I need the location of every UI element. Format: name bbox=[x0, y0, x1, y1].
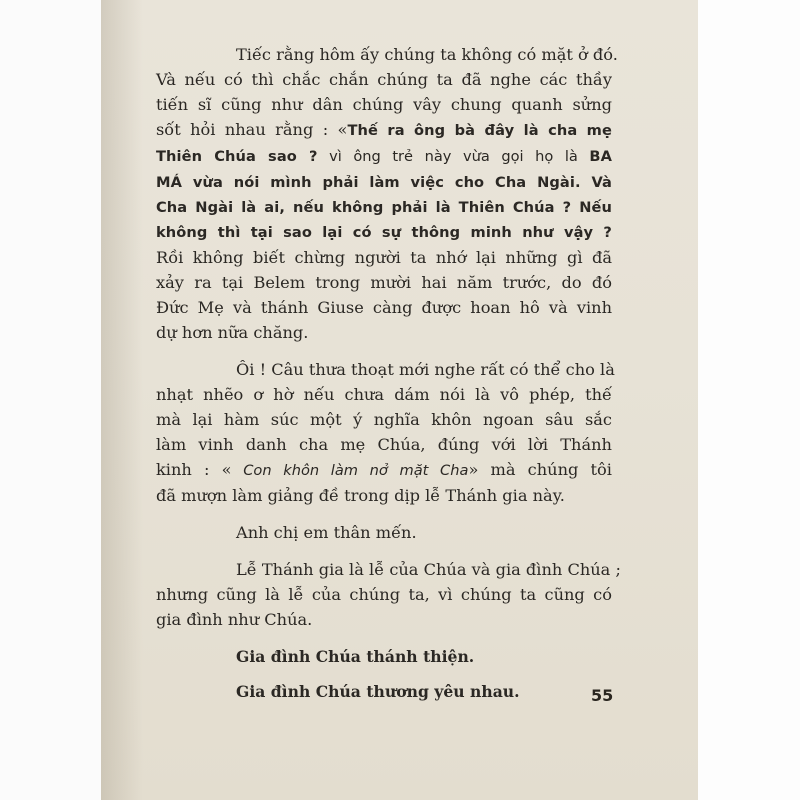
spacer bbox=[156, 632, 612, 644]
p1-line-12: dự hơn nữa chăng. bbox=[156, 323, 309, 342]
p2-line-4: làm vinh danh cha mẹ Chúa, đúng với lời Thánh bbox=[156, 435, 612, 454]
p1-line-6a: MÁ bbox=[156, 174, 183, 191]
bold-line-2: Gia đình Chúa thương yêu nhau. bbox=[236, 682, 520, 701]
p1-line-6b: vừa nói mình phải làm việc cho Cha Ngài. Và bbox=[182, 174, 612, 191]
p2-line-1: Ôi ! Câu thưa thoạt mới nghe rất có thể cho là bbox=[236, 360, 615, 379]
p1-line-10: xảy ra tại Belem trong mười hai năm trước, do đó bbox=[156, 273, 612, 292]
p1-line-11: Đức Mẹ và thánh Giuse càng được hoan hô và vinh bbox=[156, 298, 612, 317]
spacer bbox=[156, 669, 612, 679]
p2-line-2: nhạt nhẽo ơ hờ nếu chưa dám nói là vô phép, thế bbox=[156, 385, 612, 404]
p1-line-4 bbox=[156, 117, 612, 143]
p1-line-9: Rồi không biết chừng người ta nhớ lại những gì đã bbox=[156, 248, 612, 267]
p1-line-5a: Thiên Chúa sao ? bbox=[156, 148, 318, 165]
p1-line-1: Tiếc rằng hôm ấy chúng ta không có mặt ở đó. bbox=[236, 45, 618, 64]
background-left bbox=[0, 0, 101, 800]
spacer bbox=[156, 545, 612, 557]
p1-line-4b: Thế ra ông bà đây là cha mẹ bbox=[347, 122, 612, 139]
paragraph-2 bbox=[156, 357, 615, 508]
p2-line-6: đã mượn làm giảng đề trong dịp lễ Thánh gia này. bbox=[156, 486, 565, 505]
spacer bbox=[156, 345, 612, 357]
p1-line-5b: vì ông trẻ này vừa gọi họ là bbox=[317, 148, 590, 165]
page-text bbox=[156, 42, 621, 704]
p1-line-8: không thì tại sao lại có sự thông minh như vậy ? bbox=[156, 224, 612, 241]
p4-line-2: nhưng cũng là lễ của chúng ta, vì chúng ta cũng có bbox=[156, 585, 612, 604]
p2-line-5c: » mà chúng tôi bbox=[468, 460, 612, 479]
paragraph-3 bbox=[156, 520, 612, 545]
p2-line-3: mà lại hàm súc một ý nghĩa khôn ngoan sâu sắc bbox=[156, 410, 612, 429]
p1-line-2: Và nếu có thì chắc chắn chúng ta đã nghe các thầy bbox=[156, 70, 612, 89]
p1-line-5 bbox=[156, 143, 612, 169]
p2-line-5a: kinh : « bbox=[156, 460, 232, 479]
p1-line-7: Cha Ngài là ai, nếu không phải là Thiên Chúa ? Nếu bbox=[156, 199, 612, 216]
page-number: 55 bbox=[591, 686, 614, 705]
bold-line-1: Gia đình Chúa thánh thiện. bbox=[236, 647, 475, 666]
p2-line-5 bbox=[156, 457, 612, 483]
spacer bbox=[156, 508, 612, 520]
paragraph-1 bbox=[156, 42, 618, 345]
p1-line-3: tiến sĩ cũng như dân chúng vây chung quanh sửng bbox=[156, 95, 612, 114]
page-gutter-shadow bbox=[101, 0, 143, 800]
bold-heading-2 bbox=[156, 679, 612, 704]
p1-line-6 bbox=[156, 169, 612, 195]
p4-line-3: gia đình như Chúa. bbox=[156, 610, 313, 629]
p4-line-1: Lễ Thánh gia là lễ của Chúa và gia đình Chúa ; bbox=[236, 560, 621, 579]
p3-line-1: Anh chị em thân mến. bbox=[236, 523, 417, 542]
bold-heading-1 bbox=[156, 644, 612, 669]
paragraph-4 bbox=[156, 557, 621, 632]
p2-line-5b: Con khôn làm nở mặt Cha bbox=[231, 462, 469, 479]
background-right bbox=[698, 0, 800, 800]
p1-line-4a: sốt hỏi nhau rằng : « bbox=[156, 120, 348, 139]
p1-line-5c: BA bbox=[589, 148, 612, 165]
